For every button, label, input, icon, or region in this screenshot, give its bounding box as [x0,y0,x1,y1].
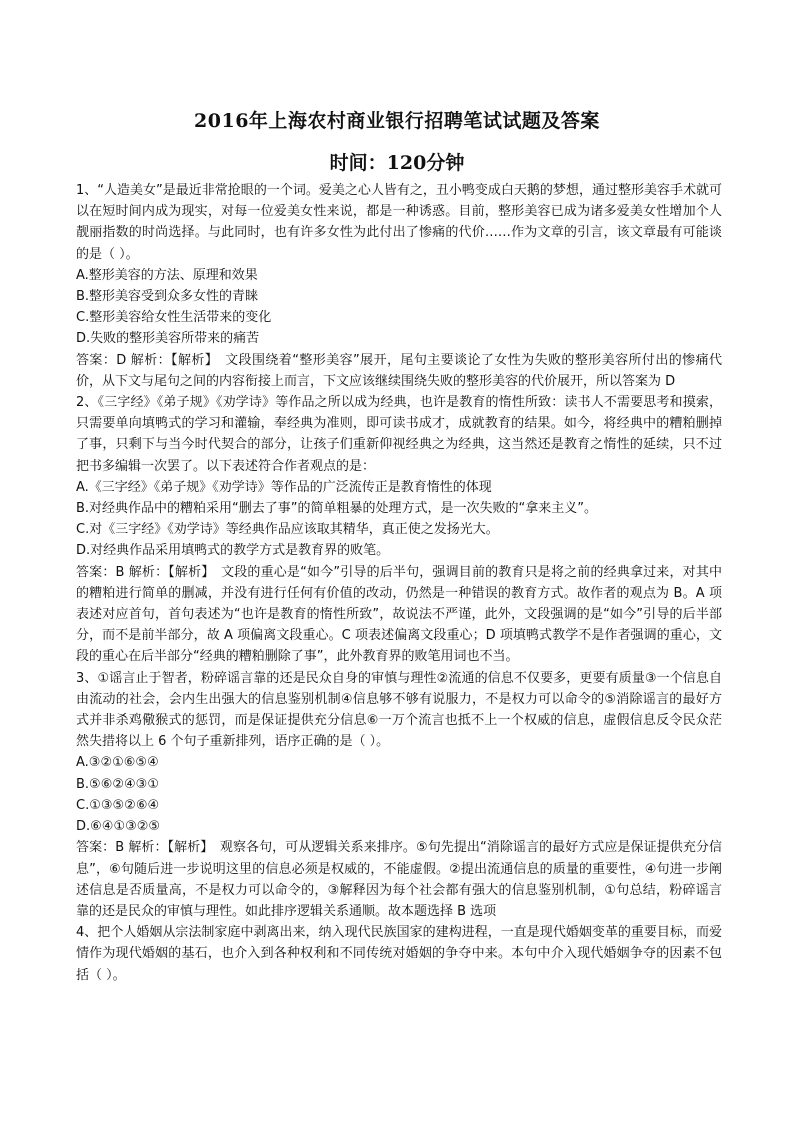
exam-duration: 时间：120分钟 [329,152,465,174]
answer-option: C.整形美容给女性生活带来的变化 [76,310,272,326]
answer-option: D.失败的整形美容所带来的痛苦 [76,331,260,347]
answer-option: B.⑤⑥②④③① [76,776,159,792]
questions-body [76,180,722,986]
answer-option: C.①③⑤②⑥④ [76,797,160,813]
question-stem: 1、“人造美女”是最近非常抢眼的一个词。爱美之心人皆有之，丑小鸭变成白天鹅的梦想，通过整形美容手术就可以在短时间内成为现实，对每一位爱美女性来说，都是一种诱惑。目前，整形美容已成为诸多爱美女性增加个人靓丽指数的时尚选择。与此同时，也有许多女性为此付出了惨痛的代价……作为文章的引言，该文章最有可能谈的是（ ）。 [76,183,722,262]
answer-explanation: 答案：B 解析：【解析】 文段的重心是“如今”引导的后半句，强调目前的教育只是将之前的经典拿过来，对其中的糟粕进行简单的删减，并没有进行任何有价值的改动，仍然是一种错误的教育方式。故作者的观点为 B。A 项表述对应首句，首句表述为“也许是教育的惰性所致”，故说法不严谨，此外，文段强调的是“如今”引导的后半部分，而不是前半部分，故 A 项偏离文段重心。C 项表述偏离文段重心；D 项填鸭式教学不是作者强调的重心，文段的重心在后半部分“经典的糟粕删除了事”，此外教育界的败笔用词也不当。 [76,564,722,665]
answer-option: D.对经典作品采用填鸭式的教学方式是教育界的败笔。 [76,543,390,559]
document-title: 2016年上海农村商业银行招聘笔试试题及答案 [194,110,600,132]
question-stem: 4、把个人婚姻从宗法制家庭中剥离出来，纳入现代民族国家的建构进程，一直是现代婚姻变革的重要目标，而爱情作为现代婚姻的基石，也介入到各种权利和不同传统对婚姻的争夺中来。本句中介入现代婚姻争夺的因素不包括（ ）。 [76,925,722,983]
answer-option: B.整形美容受到众多女性的青睐 [76,289,259,305]
question-stem: 2、《三字经》《弟子规》《劝学诗》等作品之所以成为经典，也许是教育的惰性所致：读书人不需要思考和摸索，只需要单向填鸭式的学习和灌输，奉经典为准则，即可读书成才，成就教育的结果。如今，将经典中的糟粕删掉了事，只剩下与当今时代契合的部分，让孩子们重新仰视经典之为经典，这当然还是教育之惰性的延续，只不过把书多编辑一次罢了。以下表述符合作者观点的是： [76,395,722,474]
answer-option: C.对《三字经》《劝学诗》等经典作品应该取其精华，真正使之发扬光大。 [76,522,499,538]
answer-option: A.③②①⑥⑤④ [76,755,159,771]
question-stem: 3、①谣言止于智者，粉碎谣言靠的还是民众自身的审慎与理性②流通的信息不仅要多，更要有质量③一个信息自由流动的社会，会内生出强大的信息鉴别机制④信息够不够有说服力，不是权力可以命令的⑤消除谣言的最好方式并非杀鸡儆猴式的惩罚，而是保证提供充分信息⑥一万个流言也抵不上一个权威的信息，虚假信息反令民众茫然失措将以上 6 个句子重新排列，语序正确的是（ ）。 [76,670,722,750]
answer-option: A.《三字经》《弟子规》《劝学诗》等作品的广泛流传正是教育惰性的体现 [76,479,492,495]
answer-explanation: 答案：B 解析：【解析】 观察各句，可从逻辑关系来排序。⑤句先提出“消除谣言的最好方式应是保证提供充分信息”，⑥句随后进一步说明这里的信息必须是权威的，不能虚假。②提出流通信息的质量的重要性，④句进一步阐述信息是否质量高，不是权力可以命令的，③解释因为每个社会都有强大的信息鉴别机制，①句总结，粉碎谣言靠的还是民众的审慎与理性。如此排序逻辑关系通顺。故本题选择 B 选项 [76,840,722,919]
answer-option: D.⑥④①③②⑤ [76,819,161,835]
answer-option: A.整形美容的方法、原理和效果 [76,267,258,283]
answer-explanation: 答案：D 解析：【解析】 文段围绕着“整形美容”展开，尾句主要谈论了女性为失败的整形美容所付出的惨痛代价，从下文与尾句之间的内容衔接上而言，下文应该继续围绕失败的整形美容的代价展开，所以答案为 D [76,352,722,389]
answer-option: B.对经典作品中的糟粕采用“删去了事”的简单粗暴的处理方式，是一次失败的“拿来主义”。 [76,501,597,517]
